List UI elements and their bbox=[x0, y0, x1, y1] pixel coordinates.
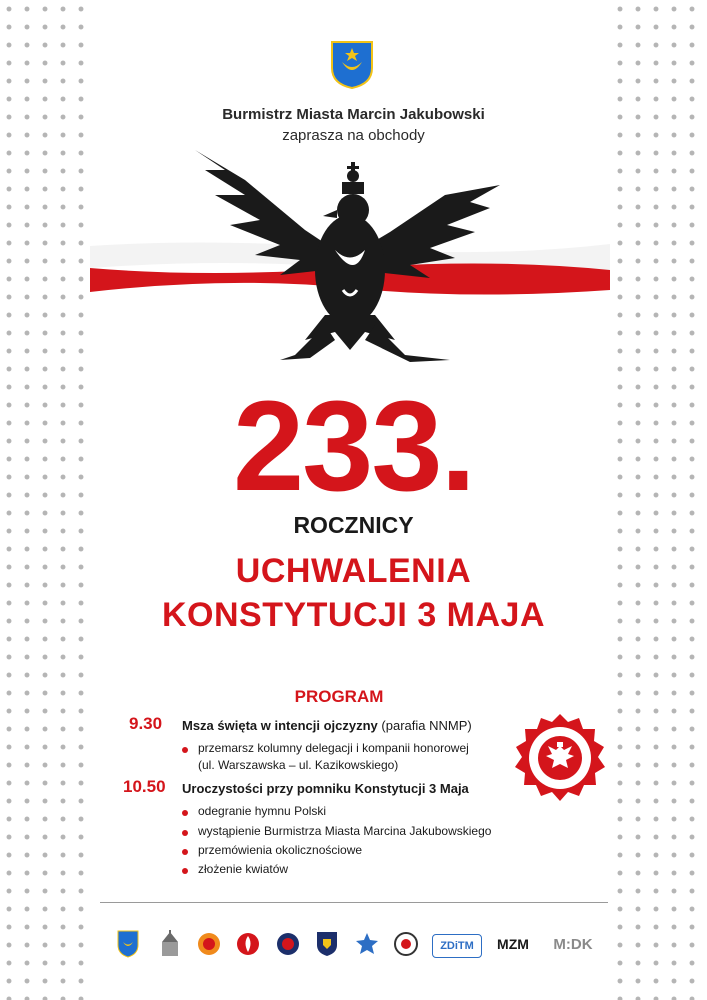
title-line-1: UCHWALENIA bbox=[235, 552, 472, 590]
footer-divider bbox=[100, 902, 608, 903]
town-crest-logo-icon bbox=[117, 928, 139, 960]
event-title-text: Msza święta w intencji ojczyzny bbox=[182, 718, 378, 733]
mzm-logo-text: MZM bbox=[497, 936, 529, 952]
church-logo-icon bbox=[158, 928, 182, 960]
eagle-emblem-icon bbox=[185, 140, 505, 370]
title-line-2: KONSTYTUCJI 3 MAJA bbox=[161, 596, 546, 634]
list-bullet bbox=[182, 830, 188, 836]
mzm-logo bbox=[490, 928, 536, 960]
fire-brigade-logo-icon bbox=[236, 928, 260, 960]
list-bullet bbox=[182, 747, 188, 753]
event-title-text: Uroczystości przy pomniku Konstytucji 3 Maja bbox=[182, 781, 469, 796]
list-item: (ul. Warszawska – ul. Kazikowskiego) bbox=[198, 758, 399, 772]
police-logo-icon bbox=[276, 928, 300, 960]
cockade-icon bbox=[512, 712, 608, 808]
list-bullet bbox=[182, 849, 188, 855]
list-item: złożenie kwiatów bbox=[198, 862, 289, 876]
shield-logo-icon bbox=[316, 928, 338, 960]
organization-logo-icon bbox=[197, 928, 221, 960]
program-heading: PROGRAM bbox=[294, 687, 384, 706]
list-item: odegranie hymnu Polski bbox=[198, 804, 327, 818]
star-badge-logo-icon bbox=[355, 928, 379, 960]
list-bullet bbox=[182, 810, 188, 816]
town-crest-icon bbox=[330, 40, 374, 90]
inviter-line-2: zaprasza na obchody bbox=[282, 127, 425, 144]
list-item: przemówienia okolicznościowe bbox=[198, 843, 363, 857]
list-item: wystąpienie Burmistrza Miasta Marcina Jakubowskiego bbox=[198, 824, 492, 838]
event-title bbox=[182, 781, 469, 796]
zditm-logo-text: ZDiTM bbox=[440, 940, 474, 952]
event-title bbox=[182, 718, 472, 733]
mdk-logo-text: M:DK bbox=[553, 935, 593, 953]
list-item: przemarsz kolumny delegacji i kompanii honorowej bbox=[198, 741, 469, 755]
list-bullet bbox=[182, 868, 188, 874]
round-seal-logo-icon bbox=[394, 928, 418, 960]
anniversary-number: 233. bbox=[232, 375, 475, 518]
mdk-logo bbox=[551, 928, 595, 960]
anniversary-label: ROCZNICY bbox=[293, 512, 414, 538]
event-note: (parafia NNMP) bbox=[381, 718, 472, 733]
zditm-logo bbox=[432, 934, 482, 958]
event-time: 9.30 bbox=[129, 714, 163, 733]
event-time: 10.50 bbox=[123, 777, 166, 796]
inviter-line-1: Burmistrz Miasta Marcin Jakubowski bbox=[222, 106, 485, 123]
